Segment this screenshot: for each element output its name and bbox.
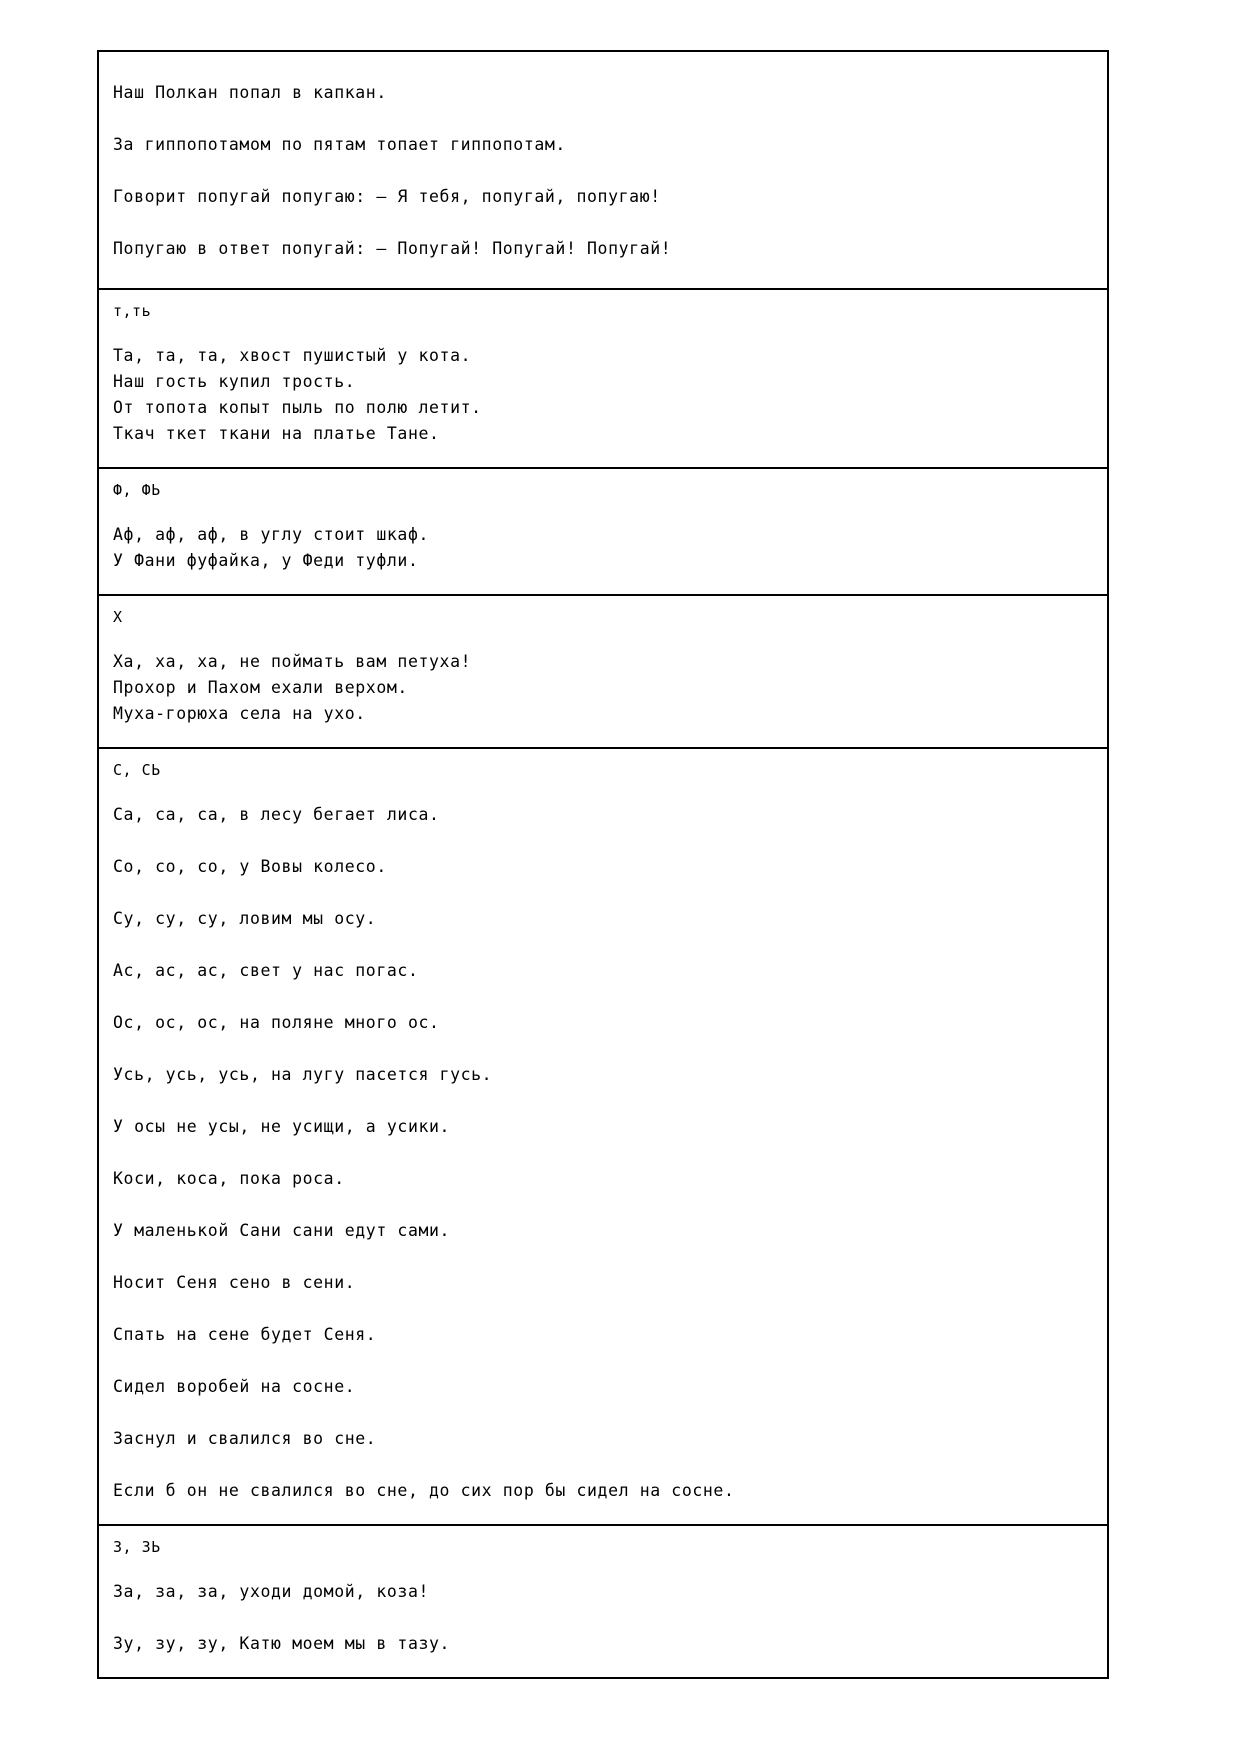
phrase-line: За гиппопотамом по пятам топает гиппопотам. xyxy=(113,135,566,154)
phrase-line: У осы не усы, не усищи, а усики. xyxy=(113,1117,451,1136)
section-cell xyxy=(98,748,1108,1525)
section-content xyxy=(99,1526,1107,1677)
phrase-line: Коси, коса, пока роса. xyxy=(113,1169,345,1188)
section-cell xyxy=(98,595,1108,748)
phrase-group xyxy=(113,649,1107,727)
phrase-line: Аф, аф, аф, в углу стоит шкаф. xyxy=(113,525,430,544)
phrase-line: Спать на сене будет Сеня. xyxy=(113,1325,377,1344)
phrase-line: Та, та, та, хвост пушистый у кота. xyxy=(113,346,472,365)
phrase-line: Со, со, со, у Вовы колесо. xyxy=(113,857,387,876)
phrase-line: Ос, ос, ос, на поляне много ос. xyxy=(113,1013,440,1032)
phrase-line: Носит Сеня сено в сени. xyxy=(113,1273,356,1292)
phrase-line: От топота копыт пыль по полю летит. xyxy=(113,398,482,417)
phrase-line: Заснул и свалился во сне. xyxy=(113,1429,377,1448)
phrase-line: Прохор и Пахом ехали верхом. xyxy=(113,678,408,697)
table-row xyxy=(98,748,1108,1525)
section-heading: Ф, ФЬ xyxy=(113,481,161,499)
phrase-line: Попугаю в ответ попугай: — Попугай! Попугай! Попугай! xyxy=(113,239,672,258)
phrase-group xyxy=(113,522,1107,574)
phrase-line: Ха, ха, ха, не поймать вам петуха! xyxy=(113,652,472,671)
phrase-line: Если б он не свалился во сне, до сих пор бы сидел на сосне. xyxy=(113,1481,735,1500)
phrase-line: Ткач ткет ткани на платье Тане. xyxy=(113,424,440,443)
table-row xyxy=(98,51,1108,289)
section-cell xyxy=(98,289,1108,468)
section-heading: З, ЗЬ xyxy=(113,1538,161,1556)
phrase-group xyxy=(113,1579,1107,1657)
phrases-table xyxy=(97,50,1109,1679)
section-content xyxy=(99,52,1107,288)
phrase-line: Ас, ас, ас, свет у нас погас. xyxy=(113,961,419,980)
phrase-line: Наш Полкан попал в капкан. xyxy=(113,83,387,102)
phrase-group xyxy=(113,343,1107,447)
section-heading: С, СЬ xyxy=(113,761,161,779)
table-row xyxy=(98,289,1108,468)
phrase-line: Говорит попугай попугаю: — Я тебя, попугай, попугаю! xyxy=(113,187,661,206)
phrase-line: Сидел воробей на сосне. xyxy=(113,1377,356,1396)
phrase-line: Зу, зу, зу, Катю моем мы в тазу. xyxy=(113,1634,451,1653)
phrase-line: У маленькой Сани сани едут сами. xyxy=(113,1221,451,1240)
phrase-line: Усь, усь, усь, на лугу пасется гусь. xyxy=(113,1065,493,1084)
phrase-line: Са, са, са, в лесу бегает лиса. xyxy=(113,805,440,824)
phrase-line: Су, су, су, ловим мы осу. xyxy=(113,909,377,928)
table-row xyxy=(98,595,1108,748)
table-row xyxy=(98,1525,1108,1678)
section-content xyxy=(99,290,1107,467)
section-content xyxy=(99,469,1107,594)
section-content xyxy=(99,749,1107,1524)
section-cell xyxy=(98,51,1108,289)
section-heading: т,ть xyxy=(113,302,152,320)
section-cell xyxy=(98,1525,1108,1678)
phrase-line: Муха-горюха села на ухо. xyxy=(113,704,366,723)
phrases-table-body xyxy=(98,51,1108,1678)
table-row xyxy=(98,468,1108,595)
phrase-line: Наш гость купил трость. xyxy=(113,372,356,391)
section-content xyxy=(99,596,1107,747)
section-cell xyxy=(98,468,1108,595)
phrase-group xyxy=(113,80,1107,262)
phrase-line: У Фани фуфайка, у Феди туфли. xyxy=(113,551,419,570)
section-heading: Х xyxy=(113,608,123,626)
phrase-line: За, за, за, уходи домой, коза! xyxy=(113,1582,430,1601)
phrase-group xyxy=(113,802,1107,1504)
